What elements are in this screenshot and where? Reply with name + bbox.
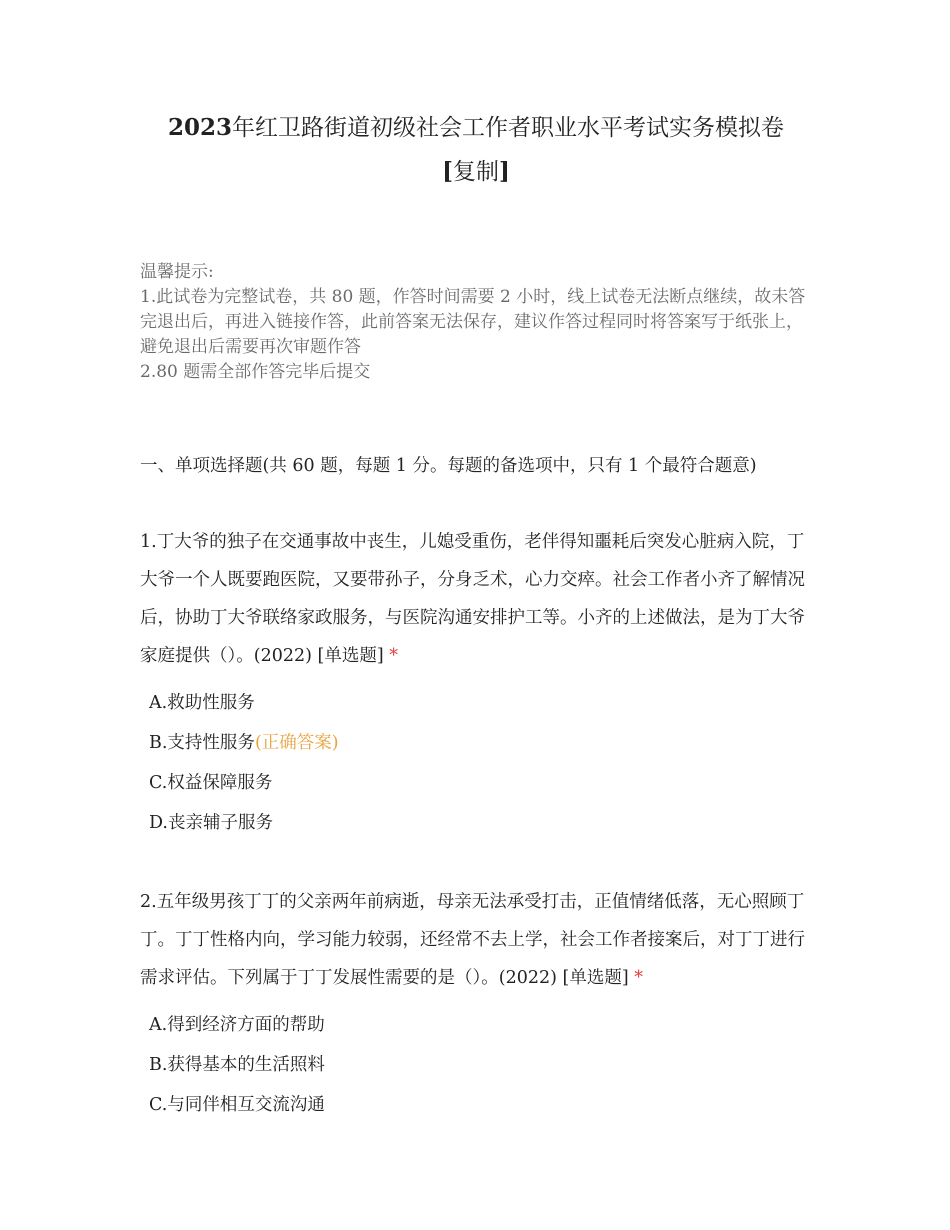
option-a[interactable]: A.得到经济方面的帮助 bbox=[149, 1015, 325, 1035]
exam-page bbox=[140, 0, 812, 1125]
title-bracket-open: [ bbox=[442, 158, 453, 185]
option-c[interactable]: C.权益保障服务 bbox=[149, 773, 273, 793]
option-c[interactable]: C.与同伴相互交流沟通 bbox=[149, 1095, 325, 1115]
notice-heading: 温馨提示: bbox=[140, 262, 214, 282]
notice-block bbox=[140, 260, 812, 385]
notice-line-2: 2.80 题需全部作答完毕后提交 bbox=[140, 362, 371, 382]
question-type: [单选题] bbox=[562, 968, 629, 988]
title-bracket-close: ] bbox=[499, 158, 510, 185]
required-mark: * bbox=[389, 646, 399, 666]
question-text: 1.丁大爷的独子在交通事故中丧生，儿媳受重伤，老伴得知噩耗后突发心脏病入院，丁大爷一个人既要跑医院，又要带孙子，分身乏术，心力交瘁。社会工作者小齐了解情况后，协助丁大爷联络家政服务，与医院沟通安排护工等。小齐的上述做法，是为丁大爷家庭提供（）。(2022) bbox=[140, 532, 805, 666]
option-b[interactable] bbox=[149, 723, 812, 763]
question-2 bbox=[140, 883, 812, 1125]
section-title: 一、单项选择题(共 60 题，每题 1 分。每题的备选项中，只有 1 个最符合题意) bbox=[140, 456, 757, 476]
question-text: 2.五年级男孩丁丁的父亲两年前病逝，母亲无法承受打击，正值情绪低落，无心照顾丁丁。丁丁性格内向，学习能力较弱，还经常不去上学，社会工作者接案后，对丁丁进行需求评估。下列属于丁丁发展性需要的是（）。(2022) bbox=[140, 892, 805, 988]
option-d[interactable]: D.丧亲辅子服务 bbox=[149, 813, 273, 833]
page-title bbox=[140, 106, 812, 194]
required-mark: * bbox=[634, 968, 644, 988]
question-stem bbox=[140, 523, 812, 675]
notice-line-1: 1.此试卷为完整试卷，共 80 题，作答时间需要 2 小时，线上试卷无法断点继续，故未答完退出后，再进入链接作答，此前答案无法保存，建议作答过程同时将答案写于纸张上，避免退出后需要再次审题作答 bbox=[140, 287, 806, 357]
option-b[interactable]: B.获得基本的生活照料 bbox=[149, 1055, 325, 1075]
title-text: 年红卫路街道初级社会工作者职业水平考试实务模拟卷 bbox=[232, 115, 784, 141]
question-1 bbox=[140, 523, 812, 843]
question-stem bbox=[140, 883, 812, 997]
title-year: 2023 bbox=[167, 114, 232, 141]
title-copy-tag: 复制 bbox=[453, 159, 499, 185]
option-b-label: B.支持性服务 bbox=[149, 733, 255, 753]
question-type: [单选题] bbox=[317, 646, 384, 666]
correct-answer-mark: (正确答案) bbox=[254, 733, 339, 753]
option-list bbox=[140, 1005, 812, 1125]
option-list bbox=[140, 683, 812, 843]
option-a[interactable]: A.救助性服务 bbox=[149, 693, 255, 713]
